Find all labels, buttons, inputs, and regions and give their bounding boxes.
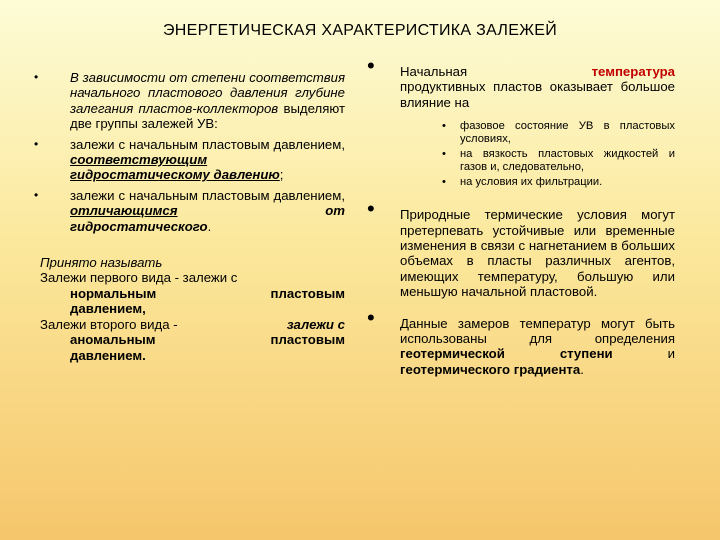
bullet-hydrostatic: • залежи с начальным пластовым давлением, соответствующим гидростатическому давлению;	[34, 136, 345, 183]
type1-definition: Залежи первого вида - залежи с нормальным пластовым давлением,	[40, 270, 345, 317]
bullet-icon: •	[442, 148, 446, 161]
right-column	[367, 53, 676, 377]
bullet-temperature-measurements: • Данные замеров температур могут быть использованы для определения геотермической ступени и геотермического градиента.	[367, 304, 676, 377]
bullet-icon: •	[442, 176, 446, 189]
temperature-effects-list	[370, 120, 675, 189]
bullet-icon: •	[34, 187, 39, 202]
bullet-icon: •	[34, 136, 39, 151]
bullet-icon: •	[442, 120, 446, 133]
bullet-thermal-conditions: • Природные термические условия могут претерпевать устойчивые или временные изменения в связи с нагнетанием в больших объемах в пласты различных агентов, имеющих температуру, большую или меньшую начальной пластовой.	[367, 196, 675, 300]
accepted-naming: Принято называть	[40, 255, 163, 271]
bullet-icon: •	[34, 70, 39, 84]
bullet-anomalous: • залежи с начальным пластовым давлением, отличающимся от гидростатического.	[34, 187, 345, 234]
bullet-dot-icon: •	[367, 53, 375, 78]
bullet-dot-icon: •	[367, 304, 375, 330]
sub-bullet-phase-state: • фазовое состояние УВ в пластовых условиях,	[442, 120, 675, 146]
slide-title: ЭНЕРГЕТИЧЕСКАЯ ХАРАКТЕРИСТИКА ЗАЛЕЖЕЙ	[162, 22, 558, 39]
bullet-dot-icon: •	[367, 196, 375, 222]
left-column	[34, 70, 346, 363]
sub-bullet-viscosity: • на вязкость пластовых жидкостей и газов и, следовательно,	[442, 148, 675, 174]
sub-bullet-filtration: • на условия их фильтрации.	[442, 176, 603, 189]
bullet-groups-intro: • В зависимости от степени соответствия начального пластового давления глубине залегания пластов-коллекторов выделяют две группы залежей УВ:	[34, 70, 346, 132]
type2-definition: Залежи второго вида - залежи с аномальным пластовым давлением.	[40, 316, 345, 363]
bullet-initial-temperature: • Начальная температура продуктивных пластов оказывает большое влияние на	[367, 53, 675, 110]
